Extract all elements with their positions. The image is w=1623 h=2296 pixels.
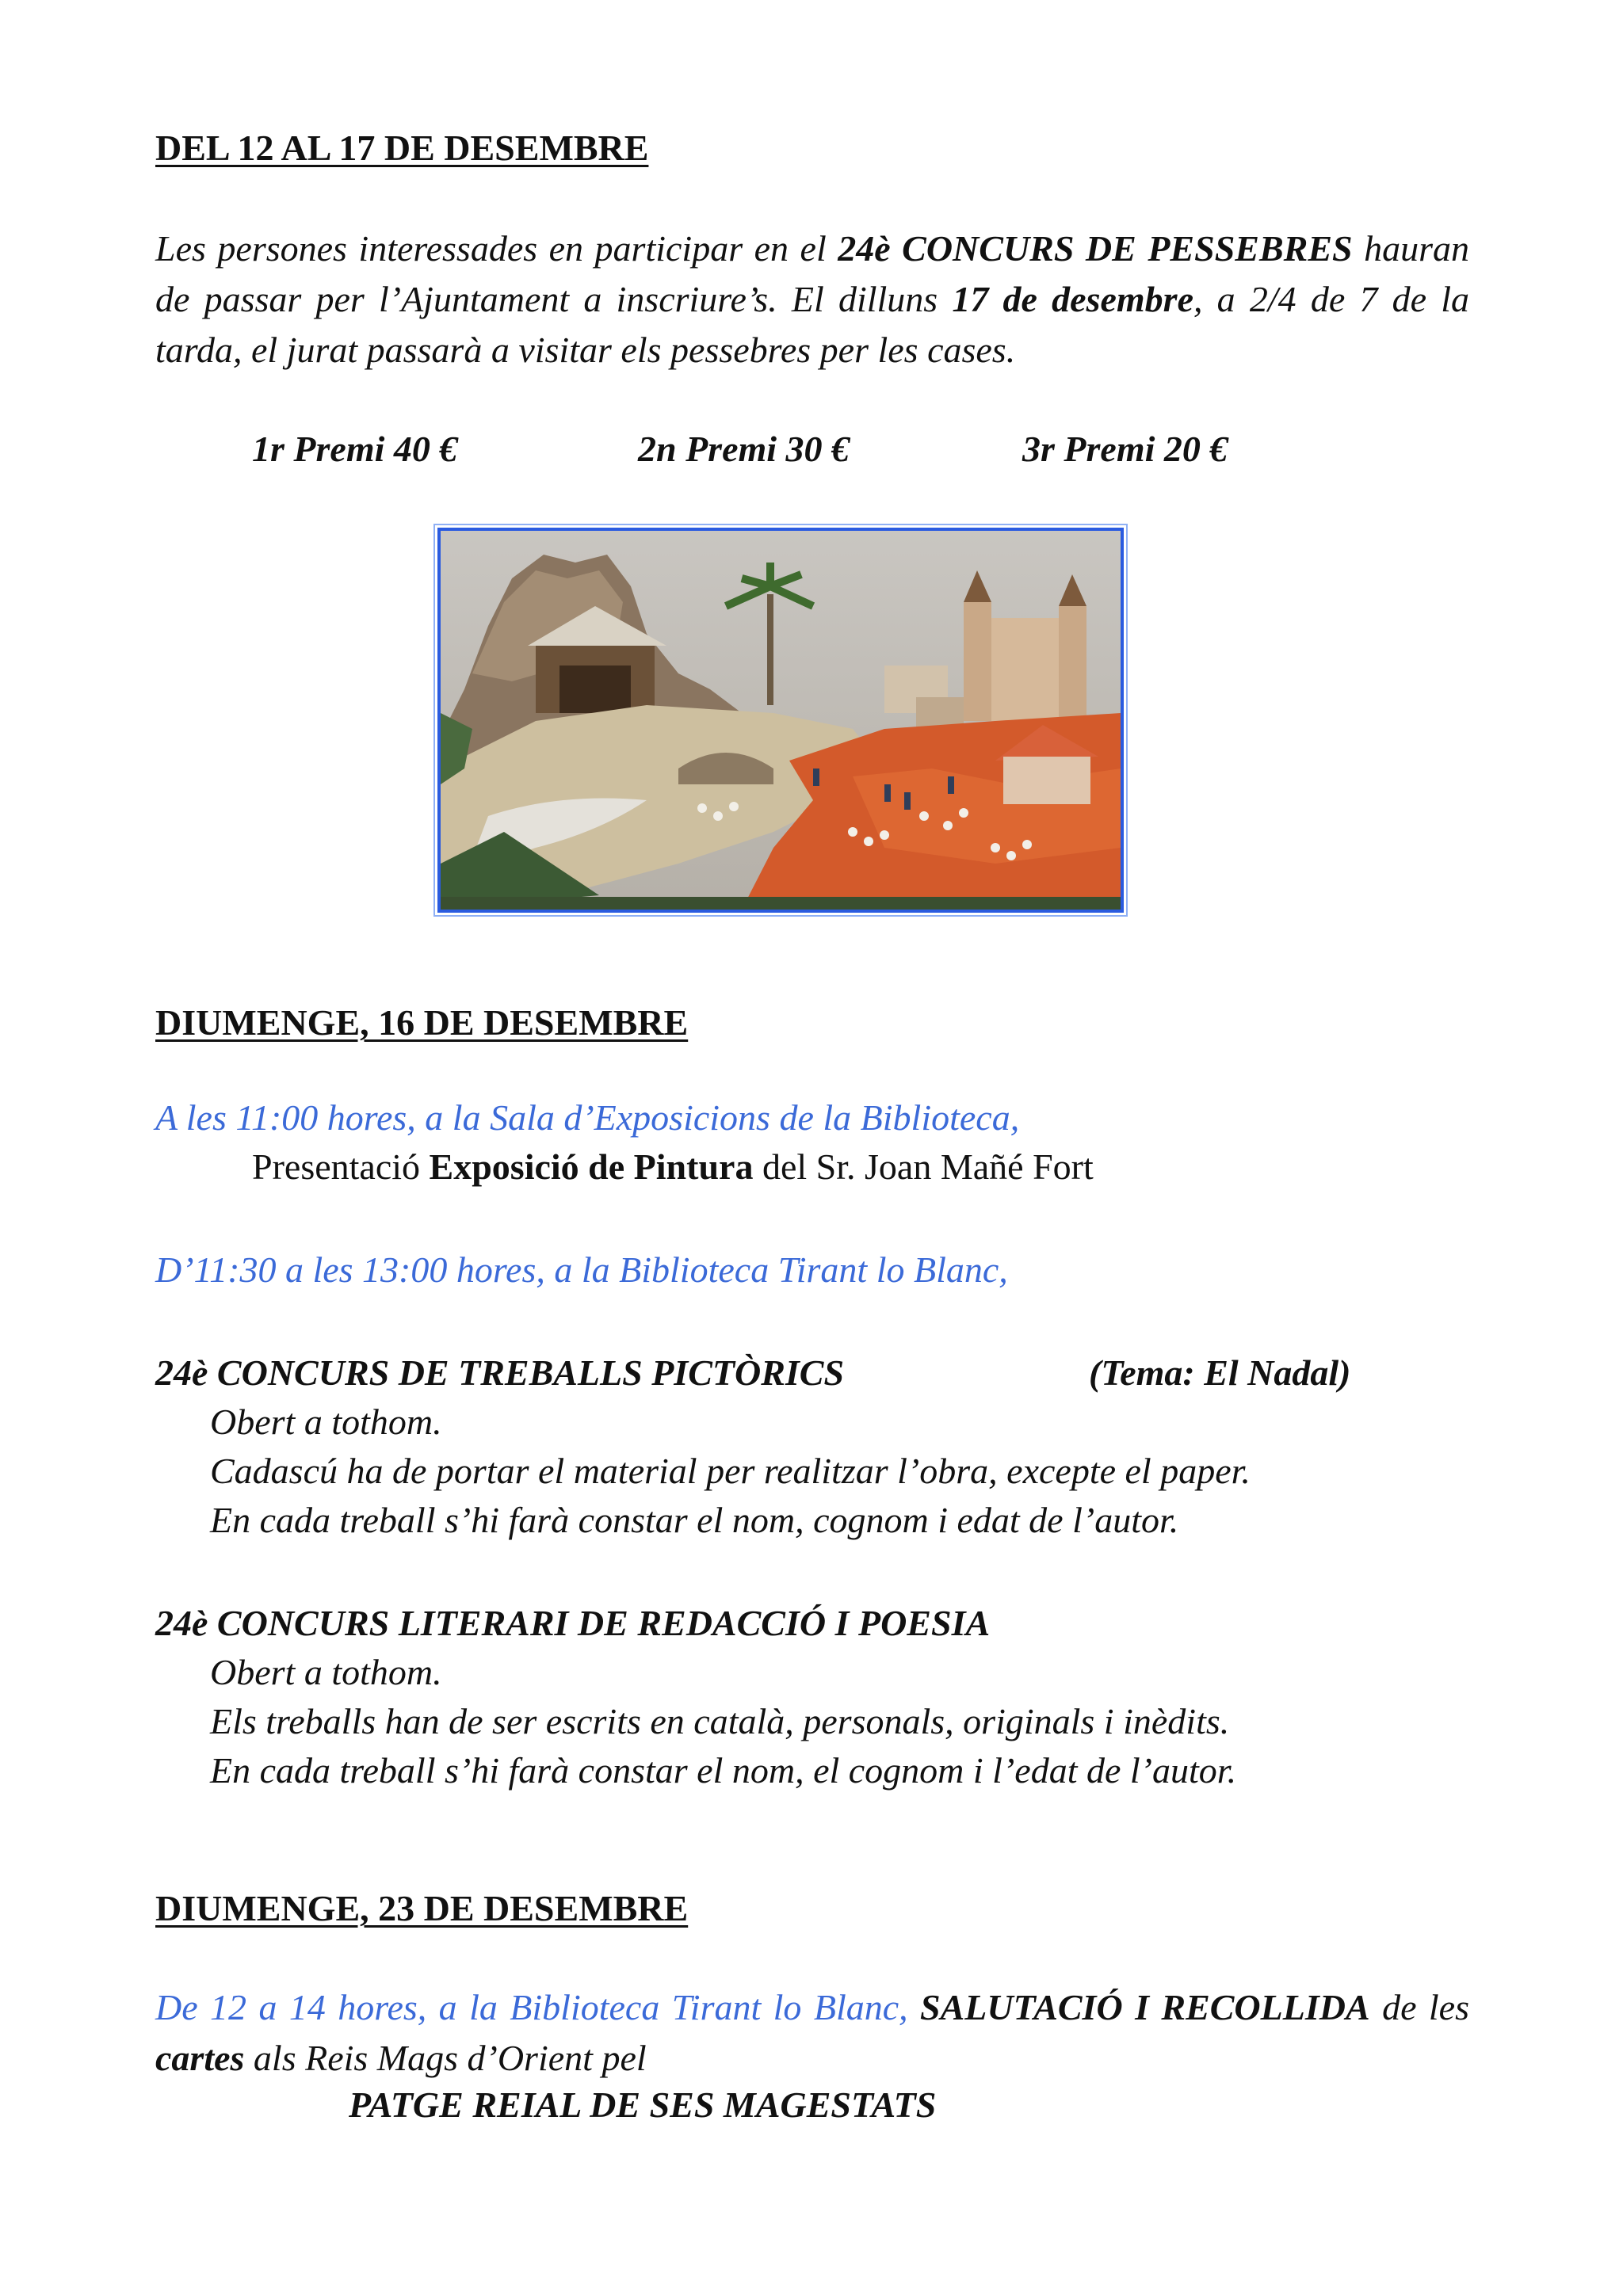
event1-description: Presentació Exposició de Pintura del Sr. Joan Mañé Fort (252, 1146, 1094, 1187)
nativity-scene-photo (437, 528, 1124, 913)
prize-third: 3r Premi 20 € (1022, 429, 1228, 469)
prize-second: 2n Premi 30 € (638, 429, 850, 469)
section-heading-12-17-desembre: DEL 12 AL 17 DE DESEMBRE (155, 128, 649, 168)
contest-literari-line: Els treballs han de ser escrits en català, personals, originals i inèdits. (210, 1701, 1230, 1741)
nativity-scene-icon (441, 531, 1121, 910)
contest-literari-title: 24è CONCURS LITERARI DE REDACCIÓ I POESIA (155, 1603, 991, 1643)
section-heading-23-desembre: DIUMENGE, 23 DE DESEMBRE (155, 1888, 689, 1928)
contest-pictorics-line: Cadascú ha de portar el material per realitzar l’obra, excepte el paper. (210, 1451, 1251, 1491)
contest-pictorics-line: Obert a tothom. (210, 1402, 442, 1442)
contest-literari-line: En cada treball s’hi farà constar el nom, el cognom i l’edat de l’autor. (210, 1750, 1237, 1791)
contest-literari-line: Obert a tothom. (210, 1652, 442, 1692)
event1-time-location: A les 11:00 hores, a la Sala d’Exposicions de la Biblioteca, (155, 1097, 1020, 1138)
contest-pictorics-theme: (Tema: El Nadal) (1089, 1352, 1351, 1393)
patge-reial-closing: PATGE REIAL DE SES MAGESTATS (349, 2084, 937, 2125)
salutacio-paragraph: De 12 a 14 hores, a la Biblioteca Tirant lo Blanc, SALUTACIÓ I RECOLLIDA de les cartes als Reis Mags d’Orient pel (155, 1987, 1469, 2078)
contest-pictorics-title: 24è CONCURS DE TREBALLS PICTÒRICS (155, 1352, 845, 1393)
event2-time-location: D’11:30 a les 13:00 hores, a la Biblioteca Tirant lo Blanc, (155, 1249, 1008, 1290)
prize-first: 1r Premi 40 € (252, 429, 458, 469)
pessebres-paragraph: Les persones interessades en participar en el 24è CONCURS DE PESSEBRES hauran de passar per l’Ajuntament a inscriure’s. El dilluns 17 de desembre, a 2/4 de 7 de la tarda, el jurat passarà a visitar els pessebres per les cases. (155, 228, 1469, 370)
section-heading-16-desembre: DIUMENGE, 16 DE DESEMBRE (155, 1002, 689, 1043)
contest-pictorics-line: En cada treball s’hi farà constar el nom, cognom i edat de l’autor. (210, 1500, 1179, 1540)
